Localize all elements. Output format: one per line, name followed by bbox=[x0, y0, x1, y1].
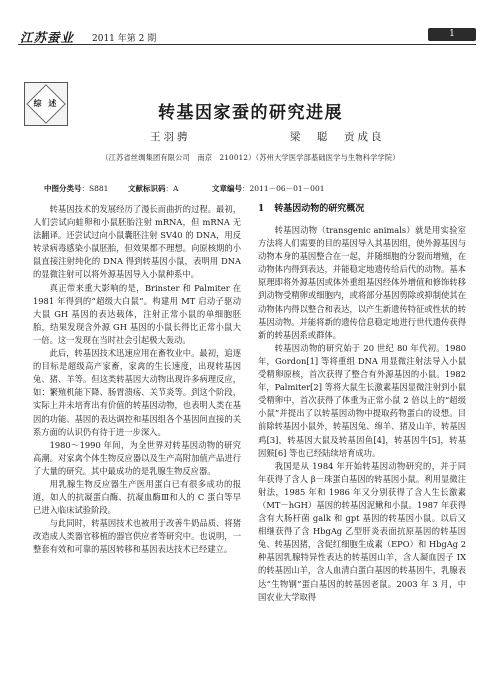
right-column bbox=[258, 203, 466, 604]
article-id-field: 文章编号：2011－06－01－001 bbox=[212, 184, 325, 193]
header-rule bbox=[18, 44, 476, 45]
author-secondary: 梁 聪 贡成良 bbox=[290, 131, 385, 143]
section-heading bbox=[258, 203, 466, 216]
clc-value: S881 bbox=[89, 184, 109, 193]
clc-field: 中图分类号：S881 bbox=[44, 184, 109, 193]
body-paragraph: 转基因动物的研究始于 20 世纪 80 年代初。1980 年，Gordon[1] 等将重组 DNA 用显微注射法导入小鼠受精卵原核，首次获得了整合有外源基因的小鼠。1982 年，Palmiter[2] 等将大鼠生长激素基因显微注射到小鼠受精卵中，首次获得了体重为正常小鼠 2 倍以上的“超级小鼠”并提出了以转基因动物中提取药物蛋白的设想。目前除转基因小鼠外，转基因兔、绵羊、猪及山羊，转基因鸡[3]，转基因大鼠及转基因鱼[4]，转基因牛[5]，转基因猴[6] 等也已经陆续培育成功。 bbox=[258, 342, 466, 458]
body-paragraph: 转基因动物（transgenic animals）就是用实验室方法将人们需要的目的基因导入其基因组，使外源基因与动物本身的基因整合在一起，并随细胞的分裂而增殖，在动物体内得到表达，并能稳定地遗传给后代的动物。基本原理即将外源基因或体外重组基因经体外增值和修饰转移到动物受精卵或细胞内，或将部分基因剪除或抑制使其在动物体内得以整合和表达，以产生新遗传特征或性状的转基因动物。并能将新的遗传信息稳定地进行世代遗传获得新的转基因系或群体。 bbox=[258, 225, 466, 340]
body-paragraph: 真正带来重大影响的是，Brinster 和 Palmiter 在 1981 年得到的“超级大白鼠”。构建用 MT 启动子驱动大鼠 GH 基因的表达载体，注射正常小鼠的单细胞胚胎，结果发现含外源 GH 基因的小鼠长得比正常小鼠大一倍。这一发现在当时社会引起极大轰动。 bbox=[33, 282, 241, 345]
body-paragraph: 1980～1990 年间，为全世界对转基因动物的研究高潮。对家禽个体生物反应器以及生产高附加值产品进行了大量的研究。其中最成功的是乳腺生物反应器。 bbox=[33, 439, 241, 476]
doc-code-label: 文献标识码 bbox=[128, 184, 166, 193]
body-paragraph: 转基因技术的发展经历了漫长而曲折的过程。最初，人们尝试向蛙卵和小鼠胚胎注射 mRNA，但 mRNA 无法翻译。还尝试过向小鼠囊胚注射 SV40 的 DNA，用反转录病毒感染小鼠胚胎，但效果都不理想。向原核期的小鼠直接注射纯化的 DNA 得到转基因小鼠，表明用 DNA 的显微注射可以将外源基因导入小鼠种系中。 bbox=[33, 204, 241, 280]
doc-code-field: 文献标识码：A bbox=[128, 184, 179, 193]
section-heading-text: 转基因动物的研究概况 bbox=[274, 204, 365, 214]
issue-label: 2011 年第 2 期 bbox=[92, 34, 157, 44]
article-id-label: 文章编号 bbox=[212, 184, 242, 193]
running-header bbox=[18, 28, 476, 44]
affiliations: （江苏省丝绸集团有限公司 南京 210012）（苏州大学医学部基础医学与生物科学学院） bbox=[101, 153, 400, 162]
body-paragraph: 与此同时，转基因技术也被用于改善牛奶品质、将猪改造成人类器官移植的器官供应者等研究中。也说明，一整套有效和可靠的基因转移和基因表达技术已经建立。 bbox=[33, 518, 241, 555]
body-paragraph: 我国是从 1984 年开始转基因动物研究的，并于同年获得了含人 β－珠蛋白基因的转基因小鼠。利用显微注射法，1985 年和 1986 年又分别获得了含人生长激素（MT－hGH）基因的转基因泥鳅和小鼠。1987 年获得含有大肠杆菌 galk 和 gpt 基因的转基因小鼠。以后又相继获得了含 HbgAg 乙型肝炎表面抗原基因的转基因兔、转基因猪，含促红细胞生成素（EPO）和 HbgAg 2 种基因乳腺特异性表达的转基因山羊，含人凝血因子 IX 的转基因山羊，含人血清白蛋白基因的转基因牛，乳腺表达“生物钢”蛋白基因的转基因老鼠。2003 年 3 月，中国农业大学取得 bbox=[258, 460, 466, 602]
clc-label: 中图分类号 bbox=[44, 184, 82, 193]
body-paragraph: 用乳腺生物反应器生产医用蛋白已有很多成功的报道，如人的抗凝蛋白酶、抗凝血酶Ⅲ和人的 C 蛋白等早已进入临床试验阶段。 bbox=[33, 478, 241, 516]
journal-name: 江苏蚕业 bbox=[20, 30, 75, 45]
author-primary: 王羽骋 bbox=[150, 131, 191, 143]
article-title: 转基因家蚕的研究进展 bbox=[158, 103, 343, 123]
doc-code-value: A bbox=[173, 184, 179, 193]
left-column bbox=[33, 203, 241, 557]
article-id-value: 2011－06－01－001 bbox=[249, 184, 325, 193]
body-paragraph: 此后，转基因技术迅速应用在畜牧业中。最初，追逐的目标是超级高产家畜，家禽的生长速度，出现转基因兔、猪、羊等。但这类转基因大动物出现许多病理反应，如：繁殖机能下降、肠胃溃疡、关节炎等。到这个阶段，实际上并未培育出有价值的转基因动物，也表明人类在基因的功能、基因的表达调控和基因组各个基因间直接的关系方面的认识仍有待于进一步深入。 bbox=[33, 348, 241, 437]
section-number: 1 bbox=[258, 204, 265, 214]
review-badge-label: 综 述 bbox=[33, 98, 59, 108]
page-number: 1 bbox=[428, 28, 476, 41]
